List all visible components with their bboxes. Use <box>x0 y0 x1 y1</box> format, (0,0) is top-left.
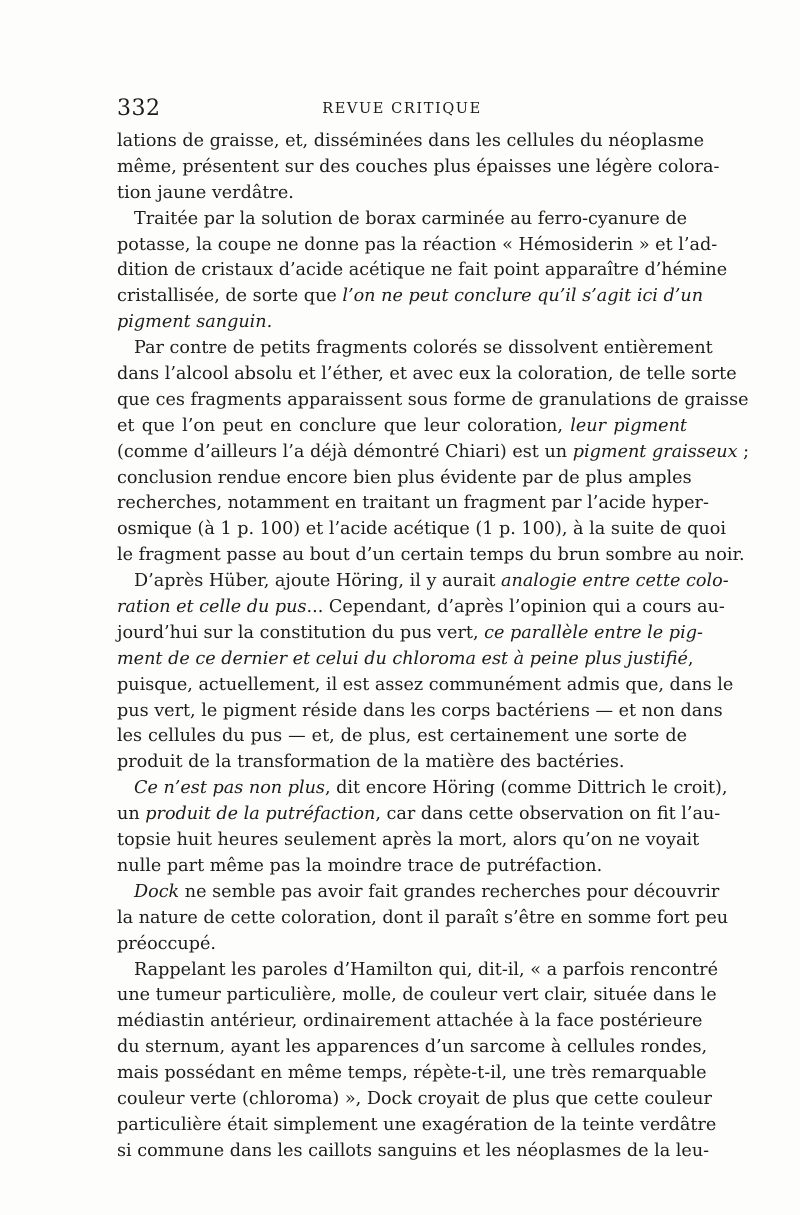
line-text: préoccupé. <box>117 933 216 954</box>
text-line <box>117 906 729 932</box>
text-line <box>117 983 717 1009</box>
line-text: le fragment passe au bout d’un certain temps du brun sombre au noir. <box>117 545 745 566</box>
line-text: Par contre de petits fragments colorés se dissolvent entièrement <box>134 338 713 359</box>
text-line <box>117 854 687 880</box>
italic-text: Ce n’est pas non plus <box>134 778 325 799</box>
text-line <box>117 181 687 207</box>
text-line <box>117 310 687 336</box>
line-text: D’après Hüber, ajoute Höring, il y aurait <box>134 571 501 592</box>
line-text: les cellules du pus — et, de plus, est certainement une sorte de <box>117 726 687 747</box>
line-text: et que l’on peut en conclure que leur coloration, <box>117 415 571 436</box>
italic-text: produit de la putréfaction <box>145 804 376 825</box>
italic-text: pigment sanguin. <box>117 312 273 333</box>
italic-text: ration et celle du pus <box>117 597 307 618</box>
italic-text: ce parallèle entre le pig- <box>484 622 703 643</box>
line-text-after: , <box>687 648 694 669</box>
line-text-after: , dit encore Höring (comme Dittrich le croit), <box>324 778 728 799</box>
line-text: cristallisée, de sorte que <box>117 286 343 307</box>
text-line <box>117 1061 707 1087</box>
text-line <box>117 673 734 699</box>
text-line <box>117 543 745 569</box>
italic-text: pigment graisseux <box>572 441 738 462</box>
text-line <box>117 155 720 181</box>
italic-text: l’on ne peut conclure qu’il s’agit ici d’un <box>342 286 704 307</box>
italic-text: Dock <box>134 881 180 902</box>
line-text: puisque, actuellement, il est assez communément admis que, dans le <box>117 674 734 695</box>
line-text: un <box>117 804 146 825</box>
text-line <box>117 1035 708 1061</box>
text-line <box>117 932 687 958</box>
line-text: si commune dans les caillots sanguins et les néoplasmes de la leu- <box>117 1140 710 1161</box>
line-text: recherches, notamment en traitant un fragment par l’acide hyper- <box>117 493 709 514</box>
text-line <box>117 1009 703 1035</box>
text-line <box>117 802 721 828</box>
line-text: dition de cristaux d’acide acétique ne fait point apparaître d’hémine <box>117 260 728 281</box>
line-text: nulle part même pas la moindre trace de putréfaction. <box>117 855 603 876</box>
text-line <box>117 362 737 388</box>
text-line <box>117 1113 717 1139</box>
line-text: même, présentent sur des couches plus épaisses une légère colora- <box>117 156 720 177</box>
text-line <box>117 1087 712 1113</box>
text-line <box>117 595 725 621</box>
text-line <box>117 828 700 854</box>
text-line <box>117 699 723 725</box>
line-text: une tumeur particulière, molle, de couleur vert clair, située dans le <box>117 985 717 1006</box>
line-text: (comme d’ailleurs l’a déjà démontré Chiari) est un <box>117 441 573 462</box>
line-text-after: ... Cependant, d’après l’opinion qui a cours au- <box>306 597 725 618</box>
line-text: la nature de cette coloration, dont il paraît s’être en somme fort peu <box>117 907 729 928</box>
line-text: lations de graisse, et, disséminées dans les cellules du néoplasme <box>117 131 705 151</box>
text-line <box>117 466 692 492</box>
line-text: jourd’hui sur la constitution du pus vert, <box>117 622 485 643</box>
text-line <box>117 750 687 776</box>
page-number: 332 <box>117 96 161 121</box>
page-header <box>117 92 687 122</box>
italic-text: analogie entre cette colo- <box>501 571 729 592</box>
line-text: Rappelant les paroles d’Hamilton qui, dit-il, « a parfois rencontré <box>134 959 718 980</box>
line-text-after: , car dans cette observation on fit l’au- <box>375 804 721 825</box>
text-line <box>117 258 728 284</box>
text-line <box>117 621 703 647</box>
line-text: osmique (à 1 p. 100) et l’acide acétique (1 p. 100), à la suite de quoi <box>117 519 726 540</box>
italic-text: ment de ce dernier et celui du chloroma est à peine plus justifié <box>117 648 688 669</box>
text-line <box>117 958 718 984</box>
body-text <box>117 129 750 1165</box>
line-text: topsie huit heures seulement après la mort, alors qu’on ne voyait <box>117 830 700 851</box>
running-title: REVUE CRITIQUE <box>322 101 482 117</box>
text-line <box>117 1139 710 1165</box>
text-line <box>117 880 720 906</box>
line-text: Traitée par la solution de borax carminée au ferro-cyanure de <box>134 208 688 229</box>
text-line <box>117 776 728 802</box>
line-text-after: ; <box>737 441 750 462</box>
line-text: pus vert, le pigment réside dans les corps bactériens — et non dans <box>117 700 723 721</box>
line-text: produit de la transformation de la matière des bactéries. <box>117 752 625 773</box>
text-line <box>117 647 694 673</box>
text-line <box>117 336 713 362</box>
text-line <box>117 129 705 155</box>
text-line <box>117 491 709 517</box>
text-line <box>117 724 687 750</box>
line-text: que ces fragments apparaissent sous forme de granulations de graisse <box>117 389 749 410</box>
text-line <box>117 207 687 233</box>
line-text: dans l’alcool absolu et l’éther, et avec eux la coloration, de telle sorte <box>117 364 737 385</box>
line-text: médiastin antérieur, ordinairement attachée à la face postérieure <box>117 1011 703 1032</box>
text-line <box>117 233 718 259</box>
line-text: potasse, la coupe ne donne pas la réaction « Hémosiderin » et l’ad- <box>117 234 718 255</box>
line-text-after: ne semble pas avoir fait grandes recherches pour découvrir <box>179 881 720 902</box>
text-line <box>117 517 726 543</box>
line-text: conclusion rendue encore bien plus évidente par de plus amples <box>117 467 692 488</box>
line-text: tion jaune verdâtre. <box>117 182 294 203</box>
line-text: du sternum, ayant les apparences d’un sarcome à cellules rondes, <box>117 1037 708 1058</box>
text-line <box>117 284 704 310</box>
text-line <box>117 440 750 466</box>
line-text: mais possédant en même temps, répète-t-il, une très remarquable <box>117 1063 707 1084</box>
text-line <box>117 414 687 440</box>
line-text: couleur verte (chloroma) », Dock croyait de plus que cette couleur <box>117 1088 712 1109</box>
text-line <box>117 569 729 595</box>
italic-text: leur pigment <box>570 415 687 436</box>
text-line <box>117 388 749 414</box>
line-text: particulière était simplement une exagération de la teinte verdâtre <box>117 1114 717 1135</box>
